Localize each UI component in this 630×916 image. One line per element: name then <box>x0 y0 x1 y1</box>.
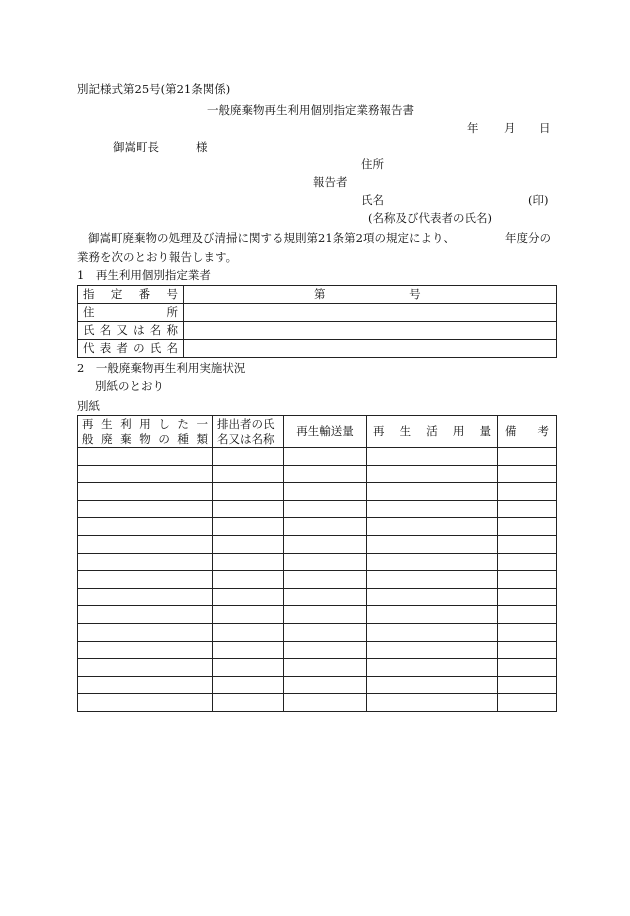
table-cell[interactable] <box>78 676 213 694</box>
representative-label: 代 表 者 の 氏 名 <box>78 340 184 358</box>
table-row <box>78 571 557 589</box>
table-cell[interactable] <box>498 535 557 553</box>
table-cell[interactable] <box>284 500 367 518</box>
table-cell[interactable] <box>284 465 367 483</box>
table-row <box>78 659 557 677</box>
table-cell[interactable] <box>284 588 367 606</box>
header-emitter-line2: 名又は名称 <box>217 431 275 446</box>
table-row <box>78 286 557 304</box>
reporter-address-label: 住所 <box>361 157 384 171</box>
table-cell[interactable] <box>78 500 213 518</box>
table-cell[interactable] <box>498 694 557 712</box>
table-cell[interactable] <box>213 623 284 641</box>
attachment-label: 別紙 <box>77 399 100 413</box>
body-line-2: 業務を次のとおり報告します。 <box>77 250 238 264</box>
table-cell[interactable] <box>367 623 498 641</box>
table-cell[interactable] <box>498 606 557 624</box>
table-row <box>78 340 557 358</box>
table-row <box>78 588 557 606</box>
table-cell[interactable] <box>213 606 284 624</box>
table-cell[interactable] <box>284 694 367 712</box>
table-cell[interactable] <box>498 571 557 589</box>
table-cell[interactable] <box>213 483 284 501</box>
table-cell[interactable] <box>78 483 213 501</box>
table-cell[interactable] <box>78 571 213 589</box>
section1-heading: 1 再生利用個別指定業者 <box>77 268 211 282</box>
table-cell[interactable] <box>78 659 213 677</box>
table-cell[interactable] <box>498 518 557 536</box>
header-remarks: 備 考 <box>498 416 557 448</box>
table-cell[interactable] <box>284 535 367 553</box>
address-value[interactable] <box>184 304 557 322</box>
table-cell[interactable] <box>367 535 498 553</box>
table-cell[interactable] <box>78 606 213 624</box>
address-label: 住 所 <box>78 304 184 322</box>
designation-prefix: 第 <box>314 286 326 301</box>
table-row <box>78 322 557 340</box>
table-cell[interactable] <box>78 465 213 483</box>
table-cell[interactable] <box>498 483 557 501</box>
table-cell[interactable] <box>284 518 367 536</box>
table-cell[interactable] <box>367 676 498 694</box>
name-value[interactable] <box>184 322 557 340</box>
table-cell[interactable] <box>213 518 284 536</box>
table-cell[interactable] <box>284 641 367 659</box>
header-waste-type-line1: 再 生 利 用 し た 一 <box>82 417 208 432</box>
table-cell[interactable] <box>498 448 557 466</box>
table-row <box>78 694 557 712</box>
header-emitter-line1: 排出者の氏 <box>217 417 275 432</box>
table-cell[interactable] <box>367 694 498 712</box>
table-cell[interactable] <box>213 659 284 677</box>
table-cell[interactable] <box>367 641 498 659</box>
table-cell[interactable] <box>498 465 557 483</box>
table-cell[interactable] <box>78 448 213 466</box>
table-cell[interactable] <box>78 588 213 606</box>
table-cell[interactable] <box>284 623 367 641</box>
table-cell[interactable] <box>367 448 498 466</box>
table-row <box>78 448 557 466</box>
date-day: 日 <box>539 121 551 135</box>
contractor-table <box>77 285 557 358</box>
seal-mark: (印) <box>528 193 549 207</box>
table-cell[interactable] <box>498 588 557 606</box>
table-cell[interactable] <box>498 623 557 641</box>
table-cell[interactable] <box>78 553 213 571</box>
table-cell[interactable] <box>498 500 557 518</box>
body-line-1: 御嵩町廃棄物の処理及び清掃に関する規則第21条第2項の規定により、 <box>88 231 455 245</box>
header-utilization-volume: 再 生 活 用 量 <box>367 416 498 448</box>
date-year: 年 <box>467 121 479 135</box>
table-cell[interactable] <box>367 465 498 483</box>
header-waste-type <box>78 416 213 448</box>
table-cell[interactable] <box>284 553 367 571</box>
body-line-1-tail: 年度分の <box>505 231 551 245</box>
table-cell[interactable] <box>498 553 557 571</box>
table-cell[interactable] <box>213 500 284 518</box>
designation-number-label: 指 定 番 号 <box>78 286 184 304</box>
table-cell[interactable] <box>78 623 213 641</box>
header-waste-type-line2: 般 廃 棄 物 の 種 類 <box>82 431 208 446</box>
table-row <box>78 676 557 694</box>
table-row <box>78 518 557 536</box>
name-label: 氏 名 又 は 名 称 <box>78 322 184 340</box>
table-row <box>78 304 557 322</box>
table-cell[interactable] <box>213 588 284 606</box>
table-cell[interactable] <box>367 500 498 518</box>
table-cell[interactable] <box>284 448 367 466</box>
document-title: 一般廃棄物再生利用個別指定業務報告書 <box>207 103 414 117</box>
table-cell[interactable] <box>367 553 498 571</box>
form-number: 別記様式第25号(第21条関係) <box>77 82 231 96</box>
table-cell[interactable] <box>367 659 498 677</box>
table-row <box>78 465 557 483</box>
table-cell[interactable] <box>498 641 557 659</box>
table-cell[interactable] <box>498 659 557 677</box>
table-row <box>78 500 557 518</box>
table-cell[interactable] <box>213 465 284 483</box>
table-cell[interactable] <box>498 676 557 694</box>
table-cell[interactable] <box>367 518 498 536</box>
table-row <box>78 483 557 501</box>
table-cell[interactable] <box>78 518 213 536</box>
table-cell[interactable] <box>284 606 367 624</box>
table-row <box>78 606 557 624</box>
table-cell[interactable] <box>367 483 498 501</box>
table-row <box>78 535 557 553</box>
representative-value[interactable] <box>184 340 557 358</box>
table-cell[interactable] <box>213 641 284 659</box>
reporter-label: 報告者 <box>313 175 348 189</box>
table-header-row <box>78 416 557 448</box>
addressee-name: 御嵩町長 <box>113 140 159 154</box>
table-cell[interactable] <box>284 483 367 501</box>
table-cell[interactable] <box>213 694 284 712</box>
table-cell[interactable] <box>367 606 498 624</box>
table-cell[interactable] <box>367 571 498 589</box>
table-cell[interactable] <box>213 553 284 571</box>
section2-text: 別紙のとおり <box>95 379 164 393</box>
date-month: 月 <box>504 121 516 135</box>
attachment-table <box>77 415 557 712</box>
table-cell[interactable] <box>213 571 284 589</box>
header-transport-volume: 再生輸送量 <box>284 416 367 448</box>
table-cell[interactable] <box>367 588 498 606</box>
table-cell[interactable] <box>284 659 367 677</box>
addressee-honorific: 様 <box>196 140 208 154</box>
reporter-name-label: 氏名 <box>361 193 384 207</box>
table-cell[interactable] <box>213 676 284 694</box>
table-cell[interactable] <box>78 641 213 659</box>
table-cell[interactable] <box>78 694 213 712</box>
section2-heading: 2 一般廃棄物再生利用実施状況 <box>77 361 246 375</box>
table-row <box>78 641 557 659</box>
table-cell[interactable] <box>284 676 367 694</box>
designation-number-value[interactable] <box>184 286 557 304</box>
designation-suffix: 号 <box>409 286 421 301</box>
table-cell[interactable] <box>78 535 213 553</box>
table-cell[interactable] <box>284 571 367 589</box>
table-cell[interactable] <box>213 448 284 466</box>
reporter-note: (名称及び代表者の氏名) <box>368 211 492 225</box>
table-row <box>78 623 557 641</box>
table-cell[interactable] <box>213 535 284 553</box>
header-emitter <box>213 416 284 448</box>
table-row <box>78 553 557 571</box>
